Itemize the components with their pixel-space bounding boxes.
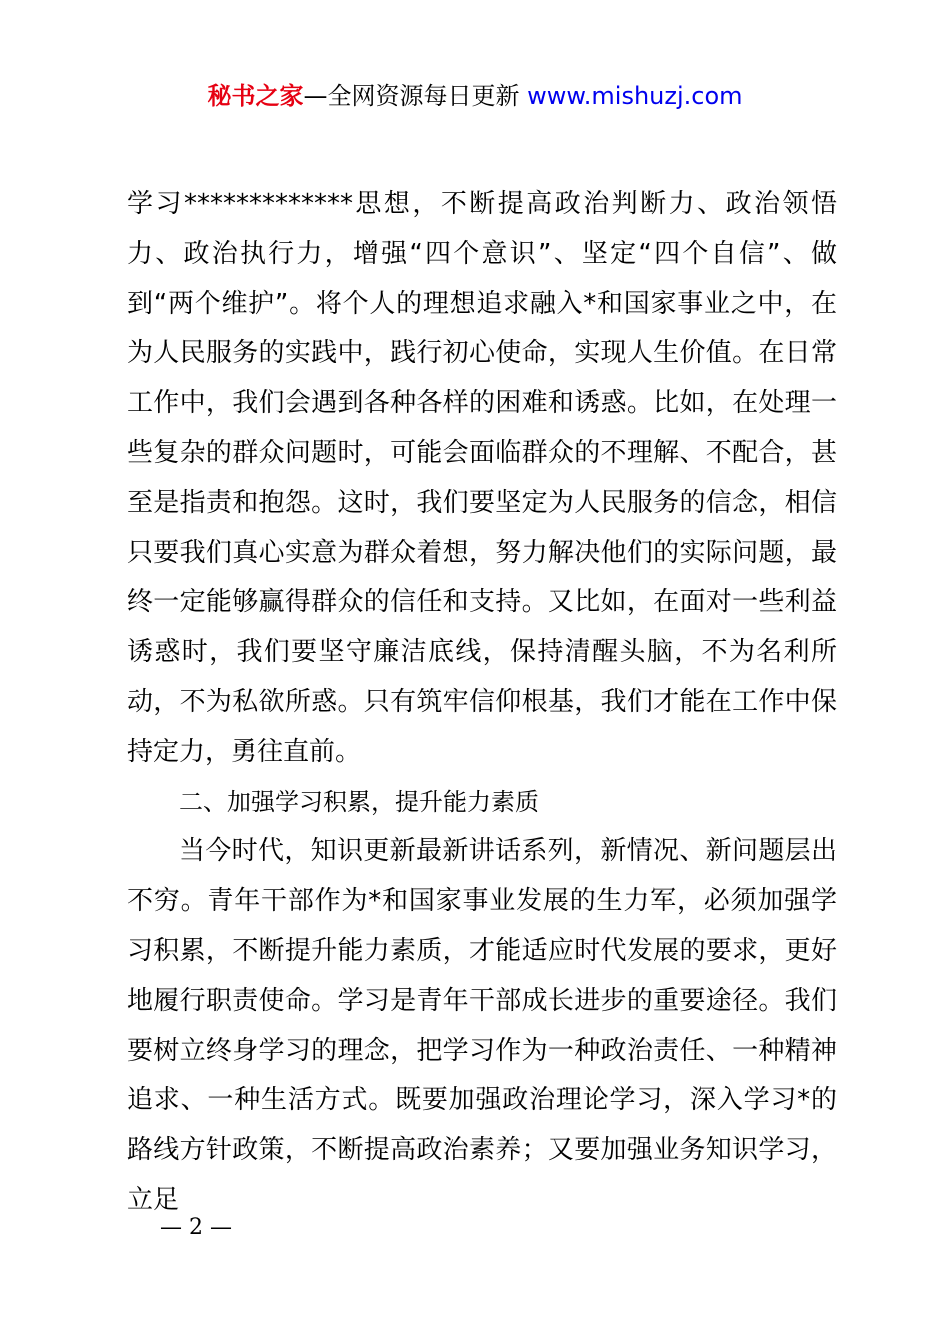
site-brand: 秘书之家 xyxy=(207,82,304,110)
paragraph-2: 当今时代，知识更新最新讲话系列，新情况、新问题层出不穷。青年干部作为*和国家事业发展的生力军，必须加强学习积累，不断提升能力素质，才能适应时代发展的要求，更好地履行职责使命。学习是青年干部成长进步的重要途径。我们要树立终身学习的理念，把学习作为一种政治责任、一种精神追求、一种生活方式。既要加强政治理论学习，深入学习*的路线方针政策，不断提高政治素养；又要加强业务知识学习，立足 xyxy=(127,836,837,1215)
page-header xyxy=(0,78,950,114)
site-url-link[interactable]: www.mishuzj.com xyxy=(527,82,743,110)
paragraph-1: 学习*************思想，不断提高政治判断力、政治领悟力、政治执行力，增强“四个意识”、坚定“四个自信”、做到“两个维护”。将个人的理想追求融入*和国家事业之中，在为人民服务的实践中，践行初心使命，实现人生价值。在日常工作中，我们会遇到各种各样的困难和诱惑。比如，在处理一些复杂的群众问题时，可能会面临群众的不理解、不配合，甚至是指责和抱怨。这时，我们要坚定为人民服务的信念，相信只要我们真心实意为群众着想，努力解决他们的实际问题，最终一定能够赢得群众的信任和支持。又比如，在面对一些利益诱惑时，我们要坚守廉洁底线，保持清醒头脑，不为名利所动，不为私欲所惑。只有筑牢信仰根基，我们才能在工作中保持定力，勇往直前。 xyxy=(127,189,837,767)
document-body xyxy=(127,180,837,1226)
site-tagline: —全网资源每日更新 xyxy=(303,82,528,110)
page-number: — 2 — xyxy=(160,1215,232,1240)
section-heading-2: 二、加强学习积累，提升能力素质 xyxy=(179,787,539,816)
